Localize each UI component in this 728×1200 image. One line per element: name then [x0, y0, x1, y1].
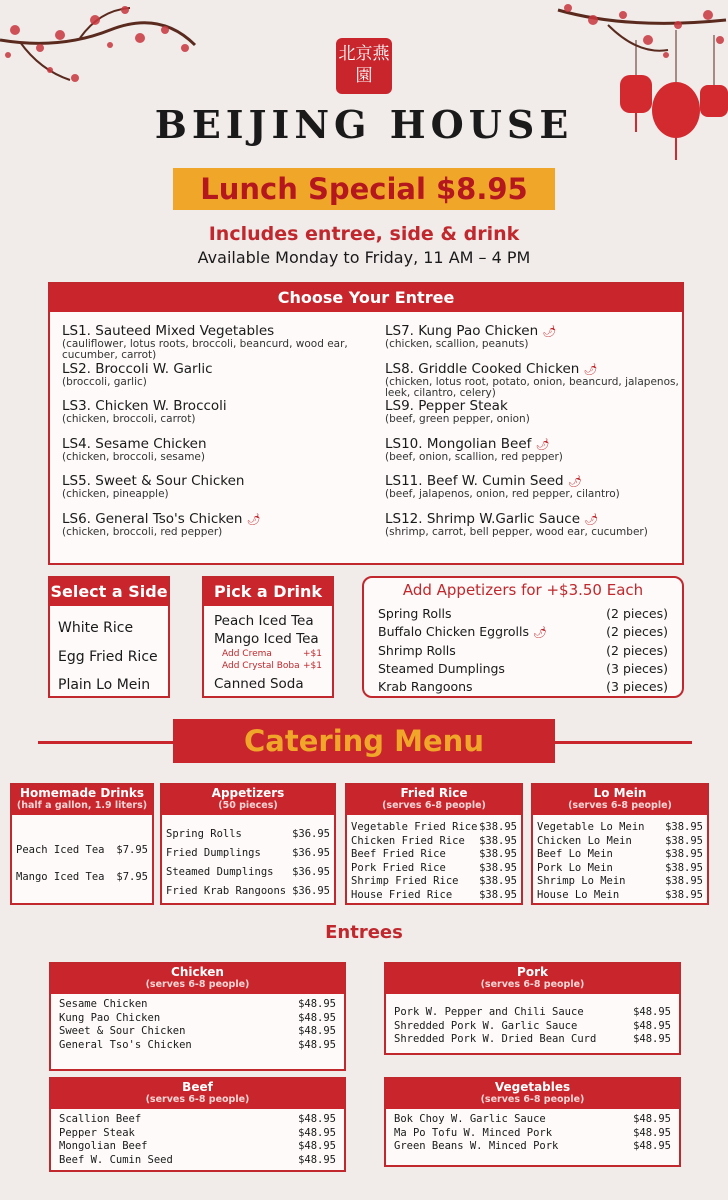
chili-pepper-icon: 🌶 [567, 475, 582, 488]
entree-category-row [386, 1113, 679, 1127]
entree-category-header [386, 1079, 679, 1109]
entree-category-row [386, 1033, 679, 1047]
entree-category-item-name: Pepper Steak [59, 1126, 135, 1139]
choose-entree-box [48, 282, 684, 565]
catering-item-price: $36.95 [292, 866, 330, 878]
appetizer-row [364, 660, 682, 678]
entree-category-item-name: Mongolian Beef [59, 1140, 148, 1152]
entree-item [385, 512, 683, 550]
entree-name [385, 437, 683, 452]
drink-item: Mango Iced Tea [214, 631, 319, 647]
catering-item-price: $38.95 [665, 875, 703, 887]
catering-box-subtitle: (half a gallon, 1.9 liters) [16, 800, 148, 811]
entree-category-item-price: $48.95 [298, 1038, 336, 1051]
catering-box-title: Fried Rice [400, 786, 468, 800]
entree-category-title: Pork [517, 965, 548, 979]
side-item: White Rice [58, 620, 134, 636]
catering-box-subtitle: (serves 6-8 people) [382, 800, 486, 811]
entree-name [385, 474, 683, 489]
entree-category-row [51, 1140, 344, 1154]
entree-name-text: LS6. General Tso's Chicken [62, 510, 243, 527]
catering-item-row [537, 821, 703, 835]
catering-item-price: $38.95 [479, 861, 517, 874]
entree-name [385, 324, 683, 339]
appetizer-name-wrap [378, 678, 473, 696]
catering-item-price: $38.95 [665, 848, 703, 860]
entree-item [62, 512, 372, 550]
catering-item-list [162, 815, 334, 901]
catering-item-price: $38.95 [665, 834, 703, 847]
entree-name [62, 399, 372, 414]
catering-item-row [537, 875, 703, 889]
entree-category-item-price: $48.95 [298, 1025, 336, 1037]
catering-box [10, 783, 154, 905]
entree-name-text: LS7. Kung Pao Chicken [385, 323, 539, 339]
catering-item-row [166, 844, 330, 863]
entree-column-right [385, 324, 683, 549]
entree-item [62, 362, 372, 400]
entree-category-item-name: General Tso's Chicken [59, 1038, 192, 1051]
entree-category-row [51, 1154, 344, 1168]
catering-item-name: Beef Lo Mein [537, 848, 613, 860]
entree-name-text: LS5. Sweet & Sour Chicken [62, 473, 245, 489]
catering-item-price: $7.95 [116, 844, 148, 856]
entree-name-text: LS11. Beef W. Cumin Seed [385, 473, 564, 489]
entree-category-title: Vegetables [494, 1080, 571, 1094]
entree-description: (shrimp, carrot, bell pepper, wood ear, cucumber) [385, 525, 648, 538]
catering-box-header [533, 785, 707, 815]
entree-name [62, 324, 372, 339]
entree-description: (chicken, scallion, peanuts) [385, 338, 529, 350]
catering-item-row [16, 864, 148, 891]
entree-item [385, 437, 683, 475]
catering-box-header [12, 785, 152, 815]
entree-description: (chicken, broccoli, carrot) [62, 413, 196, 425]
entree-name [385, 512, 683, 527]
entree-name-text: LS1. Sauteed Mixed Vegetables [62, 323, 275, 339]
appetizer-row [364, 642, 682, 660]
chili-pepper-icon: 🌶 [584, 512, 599, 526]
entree-category-item-price: $48.95 [633, 1140, 671, 1152]
entree-category-item-price: $48.95 [298, 998, 336, 1010]
side-item: Egg Fried Rice [58, 648, 158, 665]
entree-category-row [51, 1127, 344, 1141]
appetizer-name-wrap [378, 623, 547, 642]
appetizer-row [364, 605, 682, 623]
catering-item-row [351, 848, 517, 862]
catering-box-header [347, 785, 521, 815]
entree-category-row [51, 1025, 344, 1039]
entree-category-row [51, 1012, 344, 1026]
entree-description: (chicken, lotus root, potato, onion, beancurd, jalapenos, leek, cilantro, celery) [385, 375, 679, 399]
catering-item-name: Chicken Lo Mein [537, 834, 632, 847]
entree-category-header [51, 1079, 344, 1109]
entree-name-text: LS9. Pepper Steak [385, 398, 508, 414]
appetizer-name: Spring Rolls [378, 606, 452, 621]
appetizer-row [364, 623, 682, 642]
appetizer-name: Krab Rangoons [378, 679, 473, 694]
entree-name-text: LS4. Sesame Chicken [62, 435, 207, 452]
entree-category-list [51, 994, 344, 1052]
catering-item-price: $36.95 [292, 828, 330, 840]
cherry-blossom-branch-left [0, 0, 200, 110]
entree-category-item-name: Shredded Pork W. Garlic Sauce [394, 1019, 578, 1032]
entree-name [62, 512, 372, 527]
catering-box [160, 783, 336, 905]
entree-name-text: LS2. Broccoli W. Garlic [62, 360, 213, 377]
appetizer-name: Buffalo Chicken Eggrolls [378, 624, 529, 639]
catering-box-header [162, 785, 334, 815]
catering-item-name: House Lo Mein [537, 888, 620, 901]
catering-item-row [351, 875, 517, 889]
catering-box [345, 783, 523, 905]
catering-item-name: Pork Fried Rice [351, 861, 446, 874]
catering-item-price: $38.95 [665, 888, 703, 901]
catering-item-name: Vegetable Lo Mein [537, 821, 645, 833]
catering-box-subtitle: (serves 6-8 people) [568, 800, 672, 811]
appetizer-name: Steamed Dumplings [378, 661, 505, 676]
catering-item-row [537, 862, 703, 876]
entree-category-box [49, 1077, 346, 1172]
entree-category-item-name: Bok Choy W. Garlic Sauce [394, 1113, 546, 1125]
entree-category-item-name: Green Beans W. Minced Pork [394, 1140, 559, 1152]
catering-item-row [166, 825, 330, 844]
entree-item [62, 437, 372, 475]
entree-category-item-price: $48.95 [633, 1113, 671, 1125]
entree-category-item-price: $48.95 [633, 1126, 671, 1139]
entree-category-list [51, 1109, 344, 1167]
select-side-box [48, 576, 170, 698]
catering-item-row [166, 863, 330, 882]
drink-item: Peach Iced Tea [214, 613, 314, 629]
entree-name [62, 474, 372, 489]
entree-description: (cauliflower, lotus roots, broccoli, beancurd, wood ear, cucumber, carrot) [62, 338, 348, 361]
entree-category-row [386, 1127, 679, 1141]
appetizer-name-wrap [378, 660, 505, 678]
catering-item-name: Mango Iced Tea [16, 871, 105, 883]
catering-item-name: Peach Iced Tea [16, 844, 105, 856]
appetizer-qty: (2 pieces) [606, 606, 668, 621]
catering-item-price: $38.95 [479, 834, 517, 847]
entree-category-item-price: $48.95 [298, 1113, 336, 1125]
appetizer-qty: (3 pieces) [606, 661, 668, 676]
catering-item-row [16, 837, 148, 864]
entree-category-row [51, 1113, 344, 1127]
catering-item-list [347, 815, 521, 902]
entree-name [385, 399, 683, 414]
entree-category-list [386, 1109, 679, 1154]
entree-category-subtitle: (serves 6-8 people) [480, 1094, 585, 1105]
catering-item-name: House Fried Rice [351, 888, 453, 901]
appetizer-qty: (3 pieces) [606, 679, 668, 694]
catering-item-price: $38.95 [665, 861, 703, 874]
entree-item [385, 362, 683, 400]
lunch-availability: Available Monday to Friday, 11 AM – 4 PM [197, 248, 531, 267]
catering-item-name: Steamed Dumplings [166, 866, 274, 878]
entree-category-list [386, 994, 679, 1047]
lunch-special-banner: Lunch Special $8.95 [173, 168, 555, 210]
catering-box-title: Homemade Drinks [19, 786, 145, 800]
entree-category-box [384, 962, 681, 1055]
entree-category-row [51, 998, 344, 1012]
catering-item-price: $38.95 [479, 875, 517, 887]
entree-category-title: Chicken [171, 965, 224, 979]
catering-box-title: Lo Mein [593, 786, 647, 800]
entree-category-header [386, 964, 679, 994]
entree-description: (broccoli, garlic) [62, 375, 147, 388]
entree-item [385, 474, 683, 512]
appetizer-title: Add Appetizers for +$3.50 Each [402, 581, 644, 599]
appetizer-qty: (2 pieces) [606, 624, 668, 639]
entree-name [385, 362, 683, 377]
chili-pepper-icon: 🌶 [542, 325, 557, 338]
catering-item-row [351, 889, 517, 903]
entree-category-item-price: $48.95 [633, 1019, 671, 1032]
pick-drink-title: Pick a Drink [204, 578, 332, 606]
entree-category-row [386, 1140, 679, 1154]
entree-name-text: LS12. Shrimp W.Garlic Sauce [385, 510, 581, 527]
entree-name [62, 437, 372, 452]
catering-item-row [166, 882, 330, 901]
drink-addon: Add Crema +$1 [222, 649, 322, 659]
drink-addon: Add Crystal Boba +$1 [222, 661, 322, 671]
entree-item [62, 324, 372, 362]
entree-category-item-name: Pork W. Pepper and Chili Sauce [394, 1006, 584, 1018]
appetizer-qty: (2 pieces) [606, 643, 668, 658]
catering-banner: Catering Menu [173, 719, 555, 763]
chili-pepper-icon: 🌶 [246, 512, 261, 526]
catering-item-name: Fried Dumplings [166, 847, 261, 859]
entree-description: (chicken, broccoli, red pepper) [62, 525, 223, 538]
entree-category-item-name: Scallion Beef [59, 1113, 142, 1125]
catering-item-row [537, 889, 703, 903]
catering-box-title: Appetizers [211, 786, 285, 800]
appetizer-name-wrap [378, 605, 452, 623]
catering-item-price: $38.95 [665, 821, 703, 833]
entree-category-item-price: $48.95 [633, 1033, 671, 1045]
entree-category-row [51, 1039, 344, 1053]
pick-drink-box [202, 576, 334, 698]
entree-category-item-name: Beef W. Cumin Seed [59, 1153, 173, 1166]
entree-category-subtitle: (serves 6-8 people) [145, 979, 250, 990]
entree-category-item-price: $48.95 [298, 1126, 336, 1139]
chili-pepper-icon: 🌶 [535, 437, 550, 451]
entree-category-subtitle: (serves 6-8 people) [480, 979, 585, 990]
catering-item-name: Pork Lo Mein [537, 861, 613, 874]
catering-item-name: Shrimp Fried Rice [351, 875, 459, 887]
catering-item-name: Chicken Fried Rice [351, 834, 465, 847]
appetizer-name: Shrimp Rolls [378, 643, 456, 658]
entree-column-left [62, 324, 372, 549]
chili-pepper-icon: 🌶 [583, 362, 598, 376]
choose-entree-title: Choose Your Entree [50, 284, 682, 312]
select-side-title: Select a Side [50, 578, 168, 606]
catering-item-name: Shrimp Lo Mein [537, 875, 626, 887]
catering-item-row [537, 848, 703, 862]
entree-category-box [49, 962, 346, 1071]
catering-item-list [12, 815, 152, 891]
entree-category-item-name: Ma Po Tofu W. Minced Pork [394, 1126, 553, 1139]
entree-category-row [386, 1006, 679, 1020]
entree-category-subtitle: (serves 6-8 people) [145, 1094, 250, 1105]
catering-item-price: $38.95 [479, 821, 517, 833]
entree-category-header [51, 964, 344, 994]
entree-description: (beef, green pepper, onion) [385, 413, 530, 425]
catering-item-price: $36.95 [292, 885, 330, 897]
appetizer-row [364, 678, 682, 696]
entree-description: (beef, jalapenos, onion, red pepper, cilantro) [385, 488, 620, 500]
catering-item-row [351, 821, 517, 835]
catering-item-name: Fried Krab Rangoons [166, 885, 287, 897]
catering-item-name: Vegetable Fried Rice [351, 821, 478, 833]
entree-category-item-name: Sweet & Sour Chicken [59, 1025, 186, 1037]
entree-item [62, 474, 372, 512]
catering-item-row [351, 862, 517, 876]
entree-name-text: LS8. Griddle Cooked Chicken [385, 360, 580, 377]
catering-box [531, 783, 709, 905]
entree-item [385, 399, 683, 437]
side-item: Plain Lo Mein [58, 677, 151, 693]
chili-pepper-icon: 🌶 [532, 626, 547, 639]
entree-description: (chicken, pineapple) [62, 488, 169, 500]
lunch-includes: Includes entree, side & drink [208, 223, 520, 245]
entree-category-row [386, 1020, 679, 1034]
catering-item-name: Beef Fried Rice [351, 848, 446, 860]
entree-description: (chicken, broccoli, sesame) [62, 450, 205, 463]
catering-item-row [537, 835, 703, 849]
entree-category-item-name: Shredded Pork W. Dried Bean Curd [394, 1033, 597, 1045]
catering-item-price: $38.95 [479, 888, 517, 901]
entree-category-item-price: $48.95 [633, 1006, 671, 1018]
restaurant-logo: 北京燕園 [336, 38, 392, 94]
entree-category-item-name: Kung Pao Chicken [59, 1011, 161, 1024]
appetizer-box [362, 576, 684, 698]
entree-category-item-name: Sesame Chicken [59, 998, 148, 1010]
entree-item [385, 324, 683, 362]
catering-item-price: $7.95 [116, 871, 148, 883]
entree-item [62, 399, 372, 437]
entree-category-item-price: $48.95 [298, 1011, 336, 1024]
entree-category-box [384, 1077, 681, 1167]
catering-item-price: $36.95 [292, 847, 330, 859]
entree-name-text: LS10. Mongolian Beef [385, 435, 532, 452]
catering-item-list [533, 815, 707, 902]
restaurant-name: BEIJING HOUSE [154, 102, 574, 147]
drink-item: Canned Soda [214, 676, 304, 692]
catering-box-subtitle: (50 pieces) [218, 800, 278, 811]
entree-category-item-price: $48.95 [298, 1153, 336, 1166]
entrees-title: Entrees [325, 922, 403, 943]
catering-item-row [351, 835, 517, 849]
appetizer-name-wrap [378, 642, 456, 660]
entree-category-item-price: $48.95 [298, 1140, 336, 1152]
entree-category-title: Beef [182, 1080, 213, 1094]
entree-name-text: LS3. Chicken W. Broccoli [62, 398, 227, 414]
catering-item-name: Spring Rolls [166, 828, 242, 840]
entree-description: (beef, onion, scallion, red pepper) [385, 450, 563, 463]
catering-item-price: $38.95 [479, 848, 517, 860]
entree-name [62, 362, 372, 377]
